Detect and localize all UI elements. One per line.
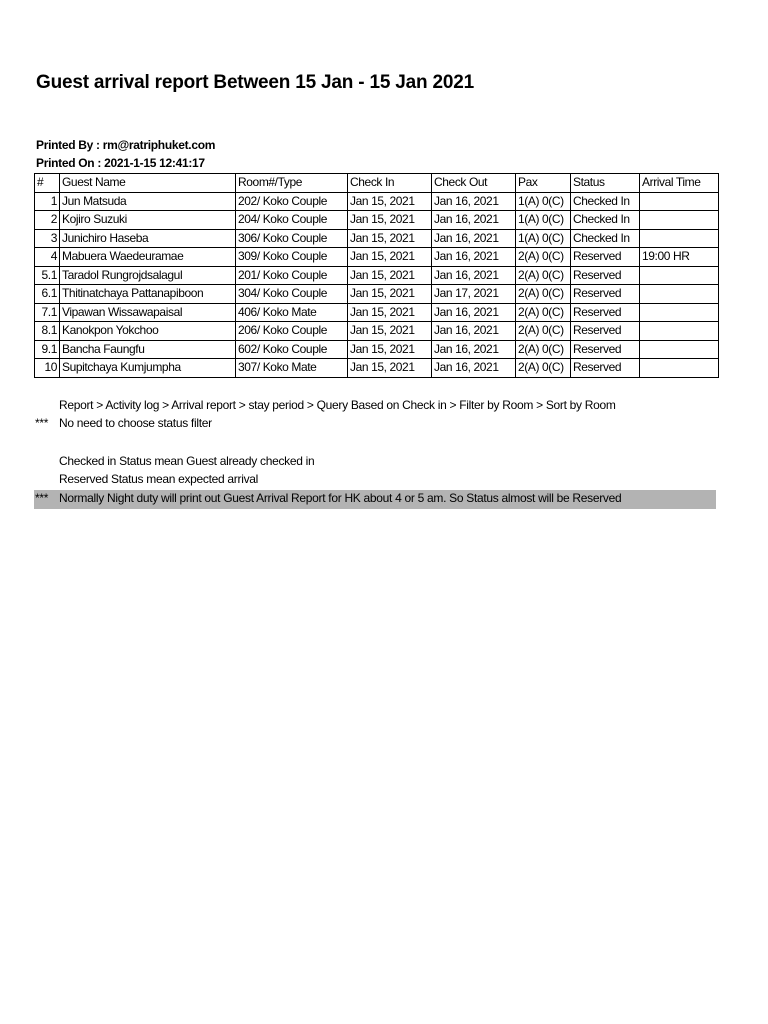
cell-arrival-time [640, 285, 719, 304]
checked-in-note: Checked in Status mean Guest already checked in [59, 454, 315, 468]
cell-room-type: 204/ Koko Couple [236, 211, 348, 230]
cell-guest-name: Supitchaya Kumjumpha [60, 359, 236, 378]
cell-pax: 1(A) 0(C) [516, 192, 571, 211]
cell-guest-name: Bancha Faungfu [60, 340, 236, 359]
asterisk-mark: *** [35, 491, 49, 505]
cell-pax: 2(A) 0(C) [516, 340, 571, 359]
cell-arrival-time: 19:00 HR [640, 248, 719, 267]
cell-check-out: Jan 16, 2021 [432, 266, 516, 285]
cell-number: 4 [35, 248, 60, 267]
cell-room-type: 206/ Koko Couple [236, 322, 348, 341]
cell-arrival-time [640, 322, 719, 341]
cell-number: 6.1 [35, 285, 60, 304]
cell-check-out: Jan 16, 2021 [432, 322, 516, 341]
status-filter-note [35, 416, 212, 430]
cell-check-out: Jan 16, 2021 [432, 211, 516, 230]
report-title: Guest arrival report Between 15 Jan - 15 Jan 2021 [36, 72, 474, 93]
cell-room-type: 406/ Koko Mate [236, 303, 348, 322]
printed-on: Printed On : 2021-1-15 12:41:17 [36, 156, 205, 170]
cell-arrival-time [640, 229, 719, 248]
cell-check-in: Jan 15, 2021 [348, 303, 432, 322]
header-pax: Pax [516, 174, 571, 193]
cell-room-type: 307/ Koko Mate [236, 359, 348, 378]
cell-status: Checked In [571, 192, 640, 211]
cell-arrival-time [640, 211, 719, 230]
table-row [35, 266, 719, 285]
table-row [35, 340, 719, 359]
cell-guest-name: Kanokpon Yokchoo [60, 322, 236, 341]
cell-check-in: Jan 15, 2021 [348, 340, 432, 359]
cell-check-in: Jan 15, 2021 [348, 285, 432, 304]
table-row [35, 192, 719, 211]
status-filter-text: No need to choose status filter [59, 416, 212, 430]
cell-check-in: Jan 15, 2021 [348, 359, 432, 378]
cell-check-in: Jan 15, 2021 [348, 248, 432, 267]
arrival-table [34, 173, 719, 378]
night-duty-note [35, 491, 622, 505]
cell-room-type: 309/ Koko Couple [236, 248, 348, 267]
cell-check-out: Jan 16, 2021 [432, 192, 516, 211]
cell-number: 10 [35, 359, 60, 378]
cell-pax: 2(A) 0(C) [516, 266, 571, 285]
printed-by: Printed By : rm@ratriphuket.com [36, 138, 216, 152]
cell-check-out: Jan 16, 2021 [432, 359, 516, 378]
asterisk-mark: *** [35, 416, 49, 430]
cell-number: 2 [35, 211, 60, 230]
table-row [35, 303, 719, 322]
cell-arrival-time [640, 266, 719, 285]
night-duty-text: Normally Night duty will print out Guest Arrival Report for HK about 4 or 5 am. So Status almost will be Reserved [59, 491, 622, 505]
cell-check-out: Jan 16, 2021 [432, 303, 516, 322]
report-path-note: Report > Activity log > Arrival report > stay period > Query Based on Check in > Filter by Room > Sort by Room [59, 398, 616, 412]
cell-guest-name: Vipawan Wissawapaisal [60, 303, 236, 322]
cell-status: Reserved [571, 266, 640, 285]
table-row [35, 248, 719, 267]
cell-check-in: Jan 15, 2021 [348, 229, 432, 248]
cell-room-type: 202/ Koko Couple [236, 192, 348, 211]
table-header-row [35, 174, 719, 193]
header-check-in: Check In [348, 174, 432, 193]
table-row [35, 359, 719, 378]
cell-check-out: Jan 16, 2021 [432, 340, 516, 359]
cell-status: Reserved [571, 285, 640, 304]
cell-check-in: Jan 15, 2021 [348, 211, 432, 230]
cell-check-out: Jan 17, 2021 [432, 285, 516, 304]
cell-pax: 2(A) 0(C) [516, 359, 571, 378]
cell-room-type: 602/ Koko Couple [236, 340, 348, 359]
cell-number: 8.1 [35, 322, 60, 341]
cell-arrival-time [640, 303, 719, 322]
cell-number: 5.1 [35, 266, 60, 285]
table-row [35, 229, 719, 248]
cell-check-out: Jan 16, 2021 [432, 229, 516, 248]
reserved-note: Reserved Status mean expected arrival [59, 472, 259, 486]
cell-check-in: Jan 15, 2021 [348, 266, 432, 285]
cell-guest-name: Thitinatchaya Pattanapiboon [60, 285, 236, 304]
cell-check-in: Jan 15, 2021 [348, 192, 432, 211]
table-row [35, 285, 719, 304]
cell-number: 7.1 [35, 303, 60, 322]
cell-pax: 2(A) 0(C) [516, 322, 571, 341]
cell-number: 3 [35, 229, 60, 248]
cell-guest-name: Junichiro Haseba [60, 229, 236, 248]
table-row [35, 322, 719, 341]
header-guest-name: Guest Name [60, 174, 236, 193]
table-row [35, 211, 719, 230]
cell-number: 1 [35, 192, 60, 211]
header-arrival-time: Arrival Time [640, 174, 719, 193]
cell-check-out: Jan 16, 2021 [432, 248, 516, 267]
header-number: # [35, 174, 60, 193]
cell-status: Reserved [571, 322, 640, 341]
cell-status: Checked In [571, 229, 640, 248]
cell-status: Reserved [571, 248, 640, 267]
cell-pax: 1(A) 0(C) [516, 211, 571, 230]
cell-status: Reserved [571, 359, 640, 378]
cell-status: Reserved [571, 340, 640, 359]
cell-room-type: 306/ Koko Couple [236, 229, 348, 248]
cell-room-type: 304/ Koko Couple [236, 285, 348, 304]
cell-arrival-time [640, 359, 719, 378]
cell-pax: 2(A) 0(C) [516, 303, 571, 322]
cell-pax: 2(A) 0(C) [516, 248, 571, 267]
cell-room-type: 201/ Koko Couple [236, 266, 348, 285]
cell-pax: 2(A) 0(C) [516, 285, 571, 304]
cell-status: Checked In [571, 211, 640, 230]
cell-status: Reserved [571, 303, 640, 322]
cell-guest-name: Jun Matsuda [60, 192, 236, 211]
cell-check-in: Jan 15, 2021 [348, 322, 432, 341]
cell-pax: 1(A) 0(C) [516, 229, 571, 248]
cell-guest-name: Mabuera Waedeuramae [60, 248, 236, 267]
cell-number: 9.1 [35, 340, 60, 359]
header-room-type: Room#/Type [236, 174, 348, 193]
header-status: Status [571, 174, 640, 193]
header-check-out: Check Out [432, 174, 516, 193]
cell-guest-name: Taradol Rungrojdsalagul [60, 266, 236, 285]
cell-arrival-time [640, 340, 719, 359]
cell-arrival-time [640, 192, 719, 211]
cell-guest-name: Kojiro Suzuki [60, 211, 236, 230]
